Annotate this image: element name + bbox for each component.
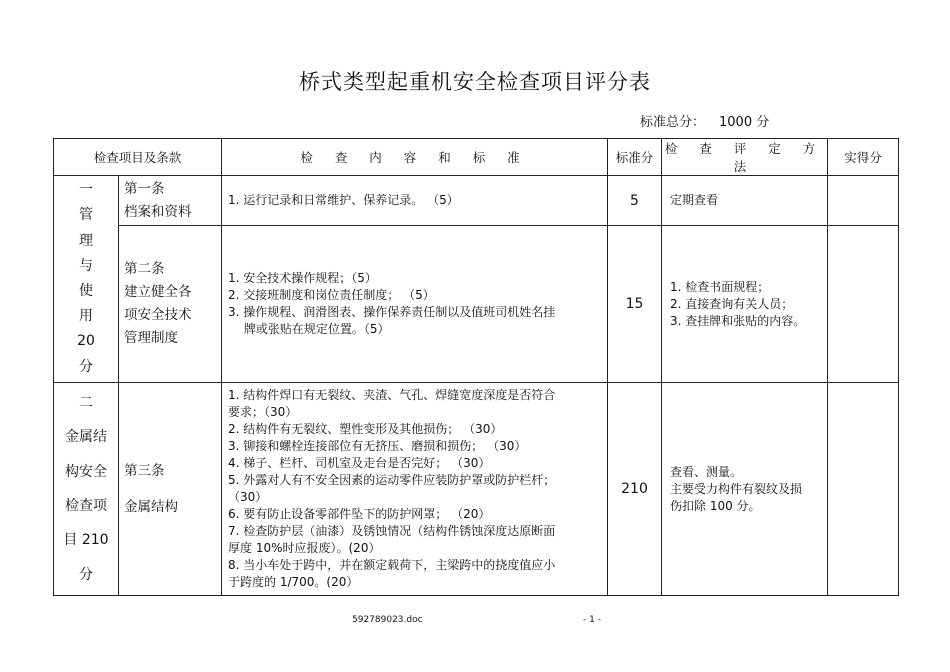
article-line: 第一条: [124, 180, 165, 197]
category-line: 分: [79, 566, 93, 583]
method-line: 1. 检查书面规程；: [670, 279, 770, 294]
method-cell: [662, 226, 828, 383]
content-cell: [222, 383, 608, 596]
table-row: [54, 226, 899, 383]
article-line: 档案和资料: [124, 203, 192, 220]
content-cell: [222, 226, 608, 383]
header-content: 检 查 内 容 和 标 准: [222, 139, 608, 176]
category-line: 与: [79, 257, 93, 274]
content-cell: [222, 176, 608, 226]
page-number: - 1 -: [583, 615, 601, 625]
document-title: 桥式类型起重机安全检查项目评分表: [299, 70, 651, 94]
content-item: 7. 检查防护层（油漆）及锈蚀情况（结构件锈蚀深度达原断面: [228, 524, 556, 538]
category-line: 用: [79, 308, 93, 325]
content-item: 1. 运行记录和日常维护、保养记录。 （5）: [228, 193, 459, 207]
article-cell: [119, 176, 222, 226]
category-line: 管: [79, 207, 93, 224]
content-item: 3. 铆接和螺栓连接部位有无挤压、磨损和损伤； （30）: [228, 439, 527, 453]
article-cell: [119, 383, 222, 596]
header-got: 实得分: [828, 139, 899, 176]
article-cell: [119, 226, 222, 383]
article-line: 第三条: [124, 463, 165, 479]
article-line: 第二条: [124, 261, 165, 277]
total-score-label: 标准总分：: [640, 115, 706, 130]
method-line: 伤扣除 100 分。: [670, 498, 761, 513]
table-row: [54, 383, 899, 596]
article-line: 项安全技术: [124, 307, 192, 323]
content-item: 2. 交接班制度和岗位责任制度； （5）: [228, 288, 435, 302]
content-item: 4. 梯子、栏杆、司机室及走台是否完好； （30）: [228, 456, 491, 470]
category-line: 目 210: [63, 532, 109, 549]
category-line: 使: [79, 283, 93, 299]
method-line: 定期查看: [670, 193, 719, 207]
method-cell: [662, 176, 828, 226]
content-item: 1. 结构件焊口有无裂纹、夹渣、气孔、焊缝宽度深度是否符合: [228, 388, 556, 402]
content-item: 8. 当小车处于跨中，并在额定载荷下，主梁跨中的挠度值应小: [228, 558, 556, 572]
category-line: 分: [79, 358, 93, 375]
content-item: 厚度 10%时应报废）。(20）: [228, 541, 381, 555]
got-score-cell[interactable]: [828, 383, 899, 596]
got-score-cell[interactable]: [828, 176, 899, 226]
content-item: 于跨度的 1/700。(20）: [228, 575, 359, 589]
std-score-cell: 15: [608, 226, 662, 383]
category-line: 金属结: [65, 429, 107, 446]
score-table: [53, 138, 899, 596]
article-line: 金属结构: [124, 499, 178, 515]
content-item: 3. 操作规程、润滑图表、操作保养责任制以及值班司机姓名挂: [228, 305, 556, 319]
header-method: 检 查 评 定 方 法: [662, 139, 828, 176]
content-item: 要求；（30）: [228, 405, 298, 419]
category-cell: [54, 383, 119, 596]
category-line: 理: [79, 232, 93, 249]
content-item: 5. 外露对人有不安全因素的运动零件应装防护罩或防护栏杆；: [228, 473, 556, 487]
doc-filename: 592789023.doc: [352, 615, 423, 625]
method-line: 2. 直接查询有关人员；: [670, 296, 794, 311]
content-item: 1. 安全技术操作规程；（5）: [228, 271, 377, 285]
article-line: 管理制度: [124, 330, 178, 346]
category-line: 构安全: [65, 463, 107, 480]
method-line: 3. 查挂牌和张贴的内容。: [670, 313, 806, 328]
std-score-cell: 5: [608, 176, 662, 226]
category-line: 检查项: [65, 498, 107, 514]
header-std: 标准分: [608, 139, 662, 176]
category-line: 一: [79, 182, 93, 199]
category-line: 二: [79, 395, 93, 412]
method-line: 查看、测量。: [670, 464, 743, 479]
total-score-value: 1000 分: [719, 115, 770, 130]
table-row: [54, 176, 899, 226]
method-cell: [662, 383, 828, 596]
content-item: （30）: [228, 490, 268, 504]
header-row: [54, 139, 899, 176]
category-line: 20: [77, 333, 95, 350]
got-score-cell[interactable]: [828, 226, 899, 383]
content-item: 牌或张贴在规定位置。（5）: [228, 322, 390, 336]
content-item: 6. 要有防止设备零部件坠下的防护网罩； （20）: [228, 507, 491, 521]
header-item: 检查项目及条款: [54, 139, 222, 176]
category-cell: [54, 176, 119, 383]
content-item: 2. 结构件有无裂纹、塑性变形及其他损伤； （30）: [228, 422, 503, 436]
total-score: [640, 111, 769, 130]
method-line: 主要受力构件有裂纹及损: [670, 481, 803, 496]
article-line: 建立健全各: [124, 284, 192, 300]
std-score-cell: 210: [608, 383, 662, 596]
